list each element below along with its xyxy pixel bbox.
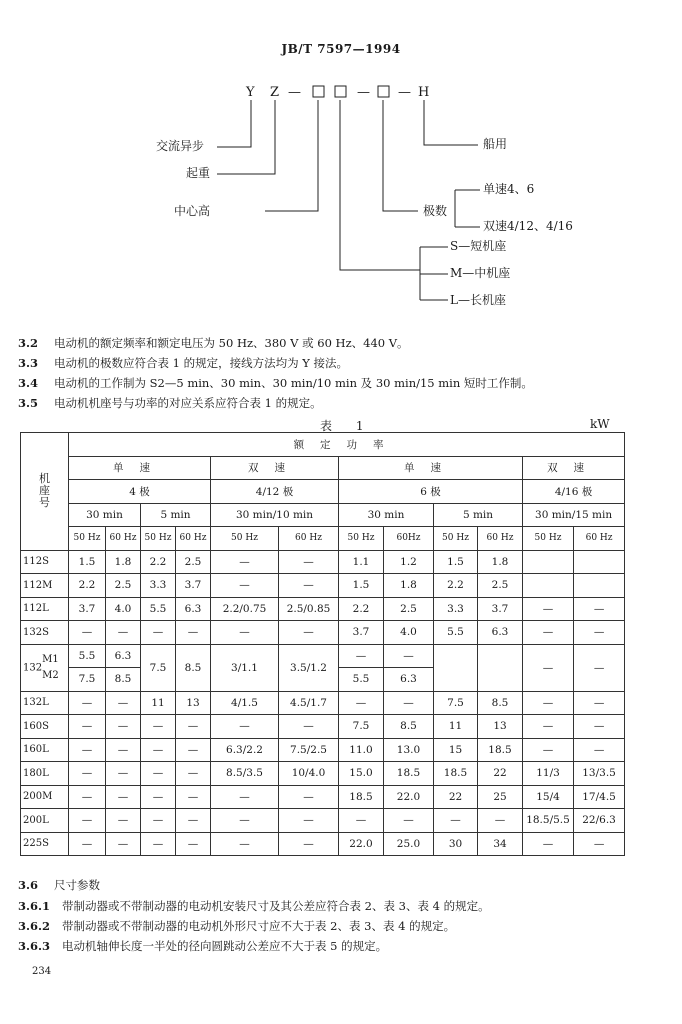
power-cell: — [574, 597, 625, 621]
table-row [21, 574, 625, 598]
paragraph-3-3: 3.3 电动机的极数应符合表 1 的规定，接线方法均为 Y 接法。 [18, 356, 349, 370]
power-cell: — [69, 621, 106, 645]
power-cell: — [176, 715, 211, 739]
power-cell: — [211, 550, 279, 574]
power-cell: — [106, 832, 141, 856]
section-3-6: 3.6 尺寸参数 [18, 878, 100, 892]
power-cell: 18.5 [478, 738, 523, 762]
power-cell: — [211, 809, 279, 833]
table-row [21, 550, 625, 574]
power-cell: 2.2 [434, 574, 478, 598]
table-row [21, 785, 625, 809]
power-cell: — [141, 809, 176, 833]
power-cell: 8.5/3.5 [211, 762, 279, 786]
power-cell: 18.5 [384, 762, 434, 786]
code-h: H [418, 85, 430, 100]
power-cell: — [523, 691, 574, 715]
label-dual-speed: 双速4/12、4/16 [483, 219, 573, 233]
table-row [21, 621, 625, 645]
header-frame-no: 机座号 [21, 433, 69, 551]
power-cell: — [176, 762, 211, 786]
power-cell: 2.2 [339, 597, 384, 621]
power-cell: 4.0 [384, 621, 434, 645]
power-cell: — [279, 550, 339, 574]
power-cell: 3.7 [176, 574, 211, 598]
label-lifting: 起重 [186, 166, 211, 180]
paragraph-3-6-3: 3.6.3 电动机轴伸长度一半处的径向圆跳动公差应不大于表 5 的规定。 [18, 939, 388, 953]
power-cell: — [211, 832, 279, 856]
header-30-15min: 30 min/15 min [523, 503, 625, 527]
code-y: Y [246, 85, 255, 100]
power-cell: — [176, 621, 211, 645]
table-row [21, 832, 625, 856]
label-ac-async: 交流异步 [156, 139, 205, 153]
label-marine: 船用 [483, 137, 508, 151]
power-cell [574, 550, 625, 574]
page-number: 234 [32, 966, 52, 977]
power-cell: — [339, 809, 384, 833]
power-cell: — [141, 832, 176, 856]
power-cell: 1.2 [384, 550, 434, 574]
power-cell: 34 [478, 832, 523, 856]
table-row [21, 762, 625, 786]
power-cell: — [211, 785, 279, 809]
power-cell: — [574, 832, 625, 856]
table-row: 132M1 M2 5.5 6.3 7.5 8.5 3/1.1 3.5/1.2 — — — — [21, 644, 625, 668]
table-row [21, 715, 625, 739]
power-cell: — [176, 832, 211, 856]
header-30min-b: 30 min [339, 503, 434, 527]
power-cell: — [279, 809, 339, 833]
power-cell: 2.2/0.75 [211, 597, 279, 621]
table-row [21, 809, 625, 833]
frame-cell: 160S [21, 715, 69, 739]
power-cell: 15/4 [523, 785, 574, 809]
power-cell: 3.3 [141, 574, 176, 598]
power-cell: 18.5 [434, 762, 478, 786]
power-cell: 22.0 [339, 832, 384, 856]
power-cell: — [279, 621, 339, 645]
frame-cell: 112S [21, 550, 69, 574]
power-table [20, 432, 625, 856]
power-cell: — [434, 809, 478, 833]
power-cell: — [279, 574, 339, 598]
power-cell: — [141, 715, 176, 739]
power-cell: 4.0 [106, 597, 141, 621]
power-cell: 25 [478, 785, 523, 809]
header-pole-4-12: 4/12 极 [211, 480, 339, 504]
frame-cell: 132L [21, 691, 69, 715]
power-cell: 1.8 [106, 550, 141, 574]
power-cell: 1.1 [339, 550, 384, 574]
power-cell: 11/3 [523, 762, 574, 786]
frame-cell: 112M [21, 574, 69, 598]
paragraph-3-6-2: 3.6.2 带制动器或不带制动器的电动机外形尺寸应不大于表 2、表 3、表 4 的规定。 [18, 919, 456, 933]
power-cell: 2.2 [69, 574, 106, 598]
power-cell: 8.5 [384, 715, 434, 739]
header-30-10min: 30 min/10 min [211, 503, 339, 527]
power-cell: 22 [478, 762, 523, 786]
power-cell: 1.8 [478, 550, 523, 574]
power-cell: — [176, 809, 211, 833]
table-caption: 表 1 [320, 419, 374, 433]
power-cell: — [69, 691, 106, 715]
header-5min-a: 5 min [141, 503, 211, 527]
power-cell: 22 [434, 785, 478, 809]
power-cell: — [574, 738, 625, 762]
power-cell: 1.5 [339, 574, 384, 598]
power-cell: 1.5 [69, 550, 106, 574]
power-cell: 4/1.5 [211, 691, 279, 715]
header-single-1: 单速 [69, 456, 211, 480]
power-cell: — [574, 715, 625, 739]
paragraph-3-2: 3.2 电动机的额定频率和额定电压为 50 Hz、380 V 或 60 Hz、440 V。 [18, 336, 409, 350]
power-cell [523, 550, 574, 574]
table-row: 7.5 8.5 5.5 6.3 [21, 668, 625, 692]
power-cell: 3.3 [434, 597, 478, 621]
label-frame-l: L—长机座 [450, 293, 506, 307]
table-row [21, 691, 625, 715]
power-cell: — [141, 738, 176, 762]
power-cell: 2.2 [141, 550, 176, 574]
power-cell: — [106, 785, 141, 809]
header-pole-6: 6 极 [339, 480, 523, 504]
power-cell: — [279, 832, 339, 856]
power-cell: — [211, 574, 279, 598]
code-dash-3: — [398, 85, 411, 100]
power-cell: — [176, 785, 211, 809]
power-cell [523, 574, 574, 598]
frame-cell: 132S [21, 621, 69, 645]
header-5min-b: 5 min [434, 503, 523, 527]
power-cell: — [279, 785, 339, 809]
power-cell: 3.7 [339, 621, 384, 645]
paragraph-3-6-1: 3.6.1 带制动器或不带制动器的电动机安装尺寸及其公差应符合表 2、表 3、表 4 的规定。 [18, 899, 490, 913]
power-cell: — [523, 597, 574, 621]
power-cell: 2.5 [176, 550, 211, 574]
header-30min-a: 30 min [69, 503, 141, 527]
power-cell: 13 [478, 715, 523, 739]
power-cell: 1.8 [384, 574, 434, 598]
power-cell: 17/4.5 [574, 785, 625, 809]
header-pole-4: 4 极 [69, 480, 211, 504]
power-cell: — [69, 832, 106, 856]
power-cell: — [176, 738, 211, 762]
frame-cell: 200M [21, 785, 69, 809]
power-cell: 25.0 [384, 832, 434, 856]
power-cell: 13/3.5 [574, 762, 625, 786]
power-cell: 5.5 [141, 597, 176, 621]
power-cell: — [141, 762, 176, 786]
power-cell: — [106, 621, 141, 645]
code-dash-2: — [357, 85, 370, 100]
power-cell: 6.3 [478, 621, 523, 645]
table-row [21, 597, 625, 621]
label-single-speed: 单速4、6 [483, 182, 535, 196]
power-cell: — [69, 809, 106, 833]
document-header: JB/T 7597—1994 [281, 42, 401, 56]
power-cell: 2.5 [384, 597, 434, 621]
power-cell: 1.5 [434, 550, 478, 574]
power-cell: — [384, 809, 434, 833]
power-cell: — [106, 809, 141, 833]
power-cell: 7.5 [434, 691, 478, 715]
power-cell: — [478, 809, 523, 833]
table-unit: kW [590, 417, 610, 431]
header-dual-1: 双速 [211, 456, 339, 480]
power-cell: 18.5 [339, 785, 384, 809]
power-cell: — [523, 621, 574, 645]
header-rated-power: 额定功率 [69, 433, 625, 457]
power-cell: — [69, 762, 106, 786]
paragraph-3-5: 3.5 电动机机座号与功率的对应关系应符合表 1 的规定。 [18, 396, 322, 410]
power-cell: — [106, 715, 141, 739]
power-cell: 11 [141, 691, 176, 715]
power-cell: 2.5 [478, 574, 523, 598]
power-cell: 11.0 [339, 738, 384, 762]
code-z: Z [270, 85, 280, 100]
power-cell: 10/4.0 [279, 762, 339, 786]
power-cell: — [384, 691, 434, 715]
header-single-2: 单速 [339, 456, 523, 480]
frame-cell: 112L [21, 597, 69, 621]
power-cell: 18.5/5.5 [523, 809, 574, 833]
code-dash-1: — [288, 85, 301, 100]
power-cell: — [211, 621, 279, 645]
frame-cell: 225S [21, 832, 69, 856]
power-cell: — [106, 691, 141, 715]
power-cell: 15.0 [339, 762, 384, 786]
power-cell: 7.5/2.5 [279, 738, 339, 762]
label-poles: 极数 [423, 204, 448, 218]
power-cell: — [574, 691, 625, 715]
power-cell: 6.3 [176, 597, 211, 621]
label-frame-m: M—中机座 [450, 266, 511, 280]
power-cell: — [339, 691, 384, 715]
power-cell: — [574, 621, 625, 645]
power-cell: — [141, 785, 176, 809]
power-cell: 6.3/2.2 [211, 738, 279, 762]
power-cell: 30 [434, 832, 478, 856]
header-hz-row: 50 Hz 60 Hz 50 Hz 60 Hz 50 Hz 60 Hz 50 Hz 60Hz 50 Hz 60 Hz 50 Hz 60 Hz [21, 527, 625, 551]
power-cell: 22/6.3 [574, 809, 625, 833]
power-cell: — [69, 715, 106, 739]
frame-cell: 200L [21, 809, 69, 833]
header-dual-2: 双速 [523, 456, 625, 480]
power-cell: 4.5/1.7 [279, 691, 339, 715]
frame-cell: 180L [21, 762, 69, 786]
paragraph-3-4: 3.4 电动机的工作制为 S2—5 min、30 min、30 min/10 min 及 30 min/15 min 短时工作制。 [18, 376, 533, 390]
power-cell: 8.5 [478, 691, 523, 715]
power-cell: — [141, 621, 176, 645]
power-cell: — [279, 715, 339, 739]
power-cell [574, 574, 625, 598]
power-cell: — [523, 715, 574, 739]
power-cell: 13.0 [384, 738, 434, 762]
power-cell: 11 [434, 715, 478, 739]
power-cell: — [211, 715, 279, 739]
power-cell: 3.7 [478, 597, 523, 621]
power-cell: 2.5/0.85 [279, 597, 339, 621]
power-cell: 13 [176, 691, 211, 715]
power-cell: 3.7 [69, 597, 106, 621]
power-cell: — [69, 738, 106, 762]
power-cell: — [106, 762, 141, 786]
power-cell: 7.5 [339, 715, 384, 739]
label-frame-s: S—短机座 [450, 239, 507, 253]
table-row [21, 738, 625, 762]
power-cell: 2.5 [106, 574, 141, 598]
power-cell: — [106, 738, 141, 762]
model-code-diagram [0, 0, 682, 330]
header-pole-4-16: 4/16 极 [523, 480, 625, 504]
power-cell: 5.5 [434, 621, 478, 645]
label-center-height: 中心高 [174, 204, 211, 218]
power-cell: — [523, 738, 574, 762]
power-cell: — [69, 785, 106, 809]
power-cell: 22.0 [384, 785, 434, 809]
power-cell: 15 [434, 738, 478, 762]
power-cell: — [523, 832, 574, 856]
frame-cell: 160L [21, 738, 69, 762]
